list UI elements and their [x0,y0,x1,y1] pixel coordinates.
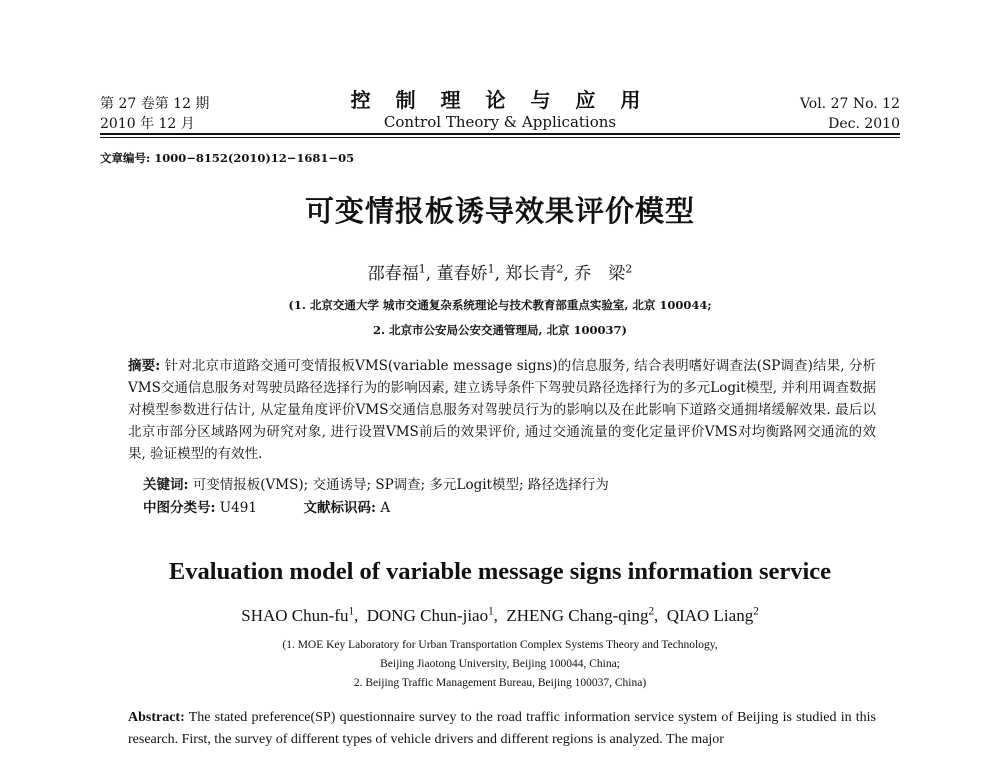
affiliation-en-1: (1. MOE Key Laboratory for Urban Transportation Complex Systems Theory and Technology, [282,639,718,651]
article-id: 文章编号: 1000−8152(2010)12−1681−05 [100,151,355,165]
affiliation-en-2: Beijing Jiaotong University, Beijing 100044, China; [380,658,620,670]
affiliations-en [0,636,1000,693]
author-affil-mark: 1 [348,605,354,618]
abstract-label-en: Abstract: [128,710,185,725]
date-cn: 2010 年 12 月 [100,116,195,132]
author-name: 郑长青 [505,264,557,284]
volume-issue-en: Vol. 27 No. 12 [799,96,900,112]
journal-title-en: Control Theory & Applications [383,113,617,131]
authors-cn: 邵春福$^1$, 董春娇$^1$, 郑长青$^2$, 乔 梁$^2$ [367,262,633,284]
author-name-en: ZHENG Chang-qing [506,606,649,625]
journal-title-cn: 控 制 理 论 与 应 用 [350,88,650,112]
doc-code-value: A [380,500,391,516]
header-rule-thick [100,133,900,135]
keywords-label-cn: 关键词: [143,477,189,493]
header-right [800,94,900,134]
author-name-en: DONG Chun-jiao [366,606,489,625]
abstract-cn [128,355,876,465]
author-affil-mark: 2 [753,605,759,618]
classification-line [143,496,390,516]
affiliation-cn-2: 2. 北京市公安局公安交通管理局, 北京 100037) [373,323,627,337]
keywords-cn [143,473,609,493]
author-name-en: QIAO Liang [666,606,754,625]
header-rule-thin [100,137,900,138]
author-name-en: SHAO Chun-fu [241,606,349,625]
affiliation-cn-1: (1. 北京交通大学 城市交通复杂系统理论与技术教育部重点实验室, 北京 100044; [288,298,712,312]
clc-label: 中图分类号: [143,500,216,516]
clc-value: U491 [219,500,257,516]
doc-code-label: 文献标识码: [303,500,377,516]
abstract-text-en: The stated preference(SP) questionnaire survey to the road traffic information service system of Beijing is studied in this research. First, the survey of different types of vehicle drivers and different regions is analyzed. The major [128,710,876,747]
author-affil-mark: 2 [625,262,633,276]
abstract-label-cn: 摘要: [128,358,161,374]
abstract-en [128,707,876,751]
affiliation-en-3: 2. Beijing Traffic Management Bureau, Beijing 100037, China) [353,677,647,689]
author-affil-mark: 1 [488,605,494,618]
authors-en: SHAO Chun-$fu^1$, DONG Chun-jiao$^1$, ZHENG Chang-qing$^2$, QIAO Liang$^2$ [241,605,759,625]
author-name: 乔 梁 [574,264,626,284]
keywords-text-cn: 可变情报板(VMS); 交通诱导; SP调查; 多元Logit模型; 路径选择行为 [192,477,609,493]
author-name: 邵春福 [367,264,419,284]
date-en: Dec. 2010 [828,116,900,132]
author-affil-mark: 1 [487,262,495,276]
volume-issue-cn: 第 27 卷第 12 期 [100,96,210,112]
paper-title-en: Evaluation model of variable message signs information service [168,558,832,585]
author-affil-mark: 1 [418,262,426,276]
author-name: 董春娇 [436,264,488,284]
author-affil-mark: 2 [648,605,655,618]
paper-title-cn: 可变情报板诱导效果评价模型 [304,194,695,228]
abstract-text-cn: 针对北京市道路交通可变情报板VMS(variable message signs)的信息服务, 结合表明嗜好调查法(SP调查)结果, 分析VMS交通信息服务对驾驶员路径选择行为的影响因素, 建立诱导条件下驾驶员路径选择行为的多元Logit模型, 并利用调查数据对模型参数进行估计, 从定量角度评价VMS交通信息服务对驾驶员行为的影响以及在此影响下道路交通拥堵缓解效果. 最后以北京市部分区域路网为研究对象, 进行设置VMS前后的效果评价, 通过交通流量的变化定量评价VMS对均衡路网交通流的效果, 验证模型的有效性. [128,358,877,462]
author-affil-mark: 2 [556,262,564,276]
